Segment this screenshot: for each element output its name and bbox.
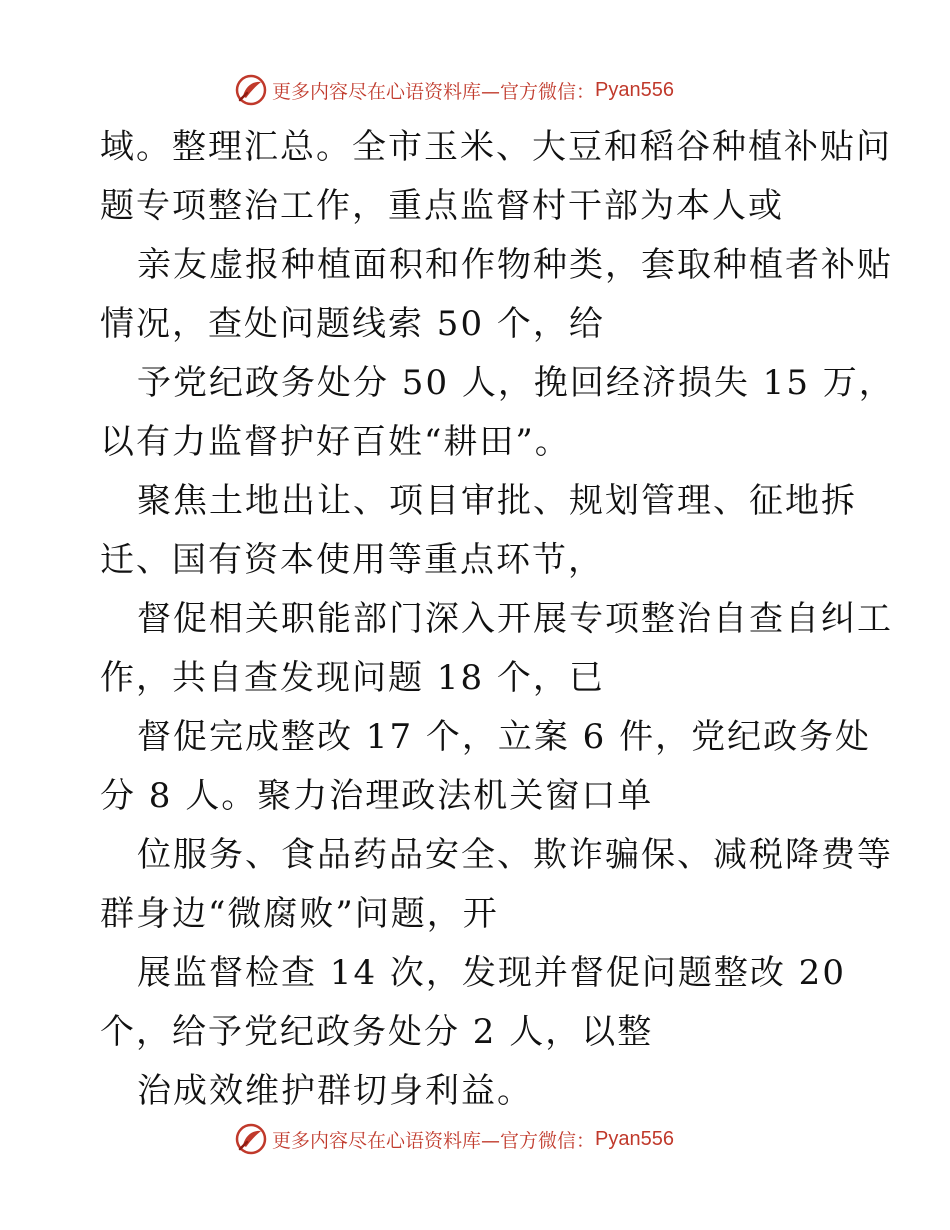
body-line-2: 题专项整治工作，重点监督村干部为本人或 [100, 186, 784, 226]
body-line-16: 个，给予党纪政务处分 2 人，以整 [100, 1012, 654, 1052]
body-line-14: 群身边“微腐败”问题，开 [100, 894, 499, 934]
body-line-12: 分 8 人。聚力治理政法机关窗口单 [100, 776, 654, 816]
document-body [100, 118, 895, 1121]
body-line-1: 域。整理汇总。全市玉米、大豆和稻谷种植补贴问 [100, 127, 892, 167]
body-line-3: 亲友虚报种植面积和作物种类，套取种植者补贴 [137, 245, 893, 285]
footer-banner-text: 更多内容尽在心语资料库—官方微信： [272, 1129, 596, 1152]
body-line-13: 位服务、食品药品安全、欺诈骗保、减税降费等 [137, 835, 893, 875]
footer-banner [234, 1119, 674, 1159]
body-line-7: 聚焦土地出让、项目审批、规划管理、征地拆 [137, 481, 857, 521]
body-line-17: 治成效维护群切身利益。 [137, 1071, 533, 1111]
body-line-6: 以有力监督护好百姓“耕田”。 [100, 422, 571, 462]
brand-logo-icon [234, 73, 268, 107]
brand-logo-icon [234, 1122, 268, 1156]
body-line-5: 予党纪政务处分 50 人，挽回经济损失 15 万， [137, 363, 895, 403]
header-banner-id: Pyan556 [595, 78, 674, 101]
body-line-9: 督促相关职能部门深入开展专项整治自查自纠工 [137, 599, 893, 639]
body-line-10: 作，共自查发现问题 18 个，已 [100, 658, 605, 698]
header-banner-text: 更多内容尽在心语资料库—官方微信： [272, 80, 596, 103]
body-line-15: 展监督检查 14 次，发现并督促问题整改 20 [137, 953, 846, 993]
footer-banner-id: Pyan556 [595, 1127, 674, 1150]
body-line-4: 情况，查处问题线索 50 个，给 [100, 304, 605, 344]
header-banner [234, 70, 674, 110]
body-line-8: 迁、国有资本使用等重点环节， [100, 540, 604, 580]
body-line-11: 督促完成整改 17 个，立案 6 件，党纪政务处 [137, 717, 872, 757]
